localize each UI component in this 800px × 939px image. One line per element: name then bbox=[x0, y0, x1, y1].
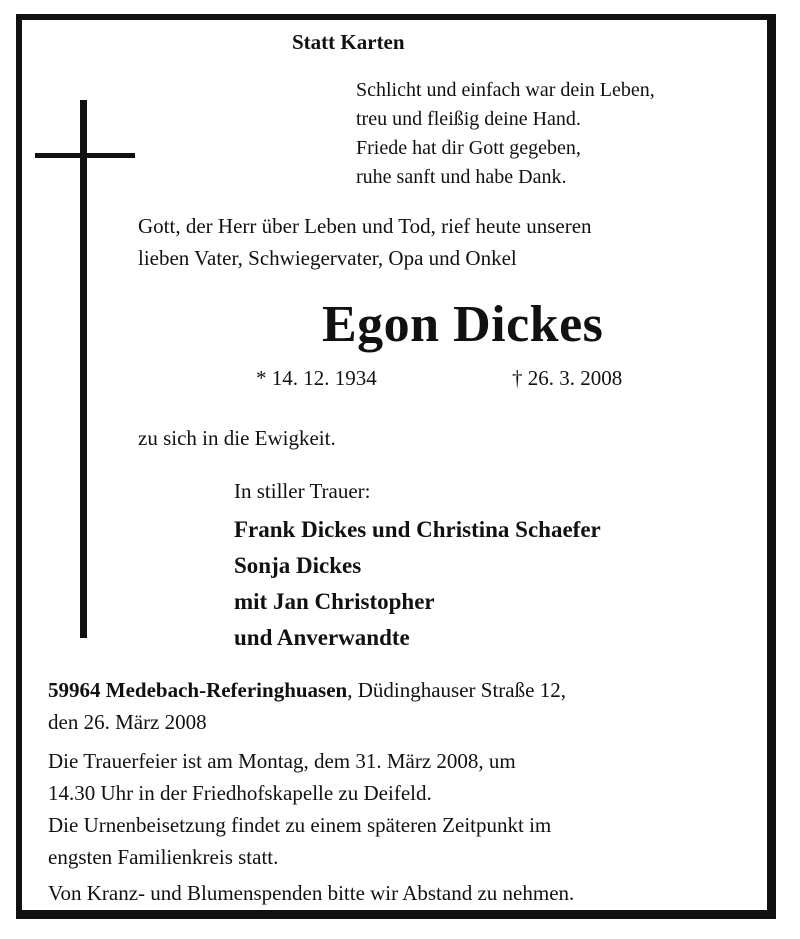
cross-icon-bar bbox=[35, 153, 135, 158]
notice-date: den 26. März 2008 bbox=[48, 710, 207, 734]
cross-icon bbox=[80, 100, 87, 638]
poem-line: treu und fleißig deine Hand. bbox=[356, 108, 581, 130]
poem-line: Schlicht und einfach war dein Leben, bbox=[356, 79, 655, 101]
service-info bbox=[48, 745, 551, 873]
mourner-line: mit Jan Christopher bbox=[234, 589, 435, 614]
service-line: Die Trauerfeier ist am Montag, dem 31. März 2008, um bbox=[48, 749, 516, 773]
intro-text bbox=[138, 210, 592, 274]
intro-line: lieben Vater, Schwiegervater, Opa und Onkel bbox=[138, 246, 517, 270]
street: , Düdinghauser Straße 12, bbox=[347, 678, 566, 702]
poem-line: ruhe sanft und habe Dank. bbox=[356, 166, 567, 188]
service-line: 14.30 Uhr in der Friedhofskapelle zu Deifeld. bbox=[48, 781, 432, 805]
mourner-line: Frank Dickes und Christina Schaefer bbox=[234, 517, 601, 542]
service-line: Die Urnenbeisetzung findet zu einem späteren Zeitpunkt im bbox=[48, 813, 552, 837]
address-line bbox=[48, 674, 566, 706]
city: 59964 Medebach-Referinghuasen bbox=[48, 678, 348, 702]
birth-date: * 14. 12. 1934 bbox=[256, 366, 377, 390]
death-date: † 26. 3. 2008 bbox=[512, 366, 623, 390]
mourner-line: Sonja Dickes bbox=[234, 553, 362, 578]
mourner-line: und Anverwandte bbox=[234, 625, 410, 650]
poem-line: Friede hat dir Gott gegeben, bbox=[356, 137, 581, 159]
mourning-label: In stiller Trauer: bbox=[234, 479, 371, 503]
eternity-line: zu sich in die Ewigkeit. bbox=[138, 426, 336, 450]
mourners-list bbox=[234, 512, 601, 656]
place-and-date bbox=[48, 674, 566, 738]
header-statt-karten: Statt Karten bbox=[292, 30, 405, 54]
flowers-note: Von Kranz- und Blumenspenden bitte wir Abstand zu nehmen. bbox=[48, 881, 575, 905]
intro-line: Gott, der Herr über Leben und Tod, rief heute unseren bbox=[138, 214, 592, 238]
deceased-name: Egon Dickes bbox=[322, 296, 604, 353]
poem bbox=[356, 76, 655, 192]
service-line: engsten Familienkreis statt. bbox=[48, 845, 279, 869]
